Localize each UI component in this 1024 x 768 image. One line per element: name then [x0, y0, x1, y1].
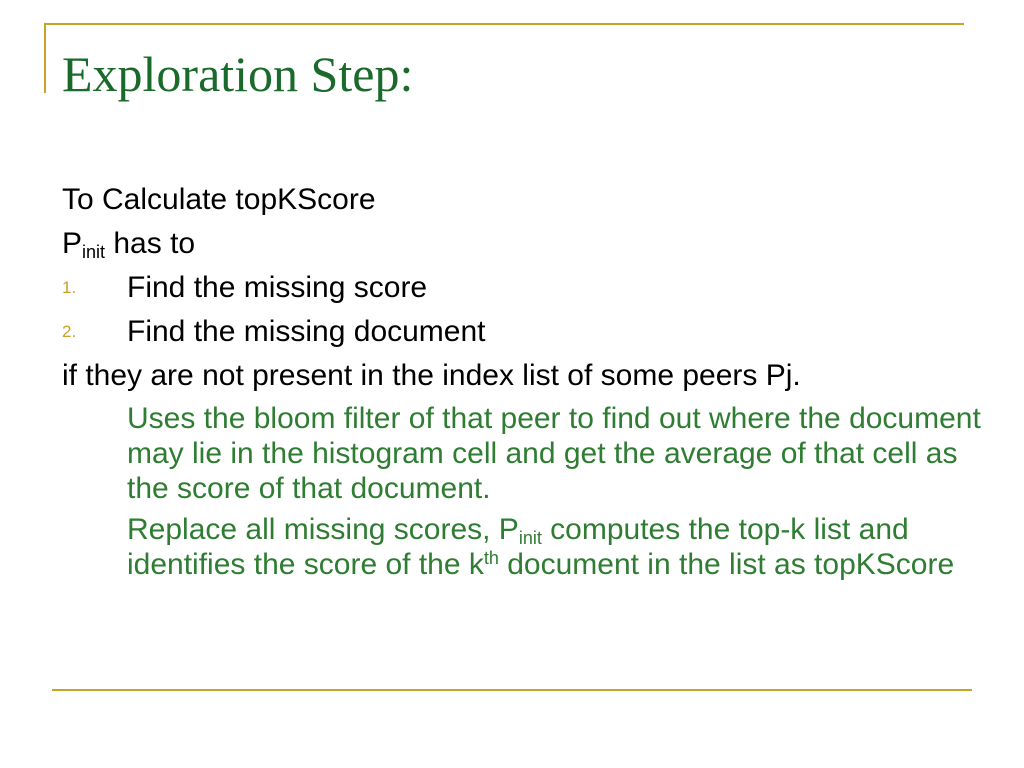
init-subscript: init — [518, 528, 542, 548]
step-number: 2. — [62, 322, 77, 341]
top-vertical-rule — [44, 23, 46, 93]
sub-point-list — [62, 398, 992, 585]
has-to-text: has to — [105, 227, 196, 260]
numbered-step-1 — [62, 266, 992, 310]
sub-point-replace-scores — [127, 509, 987, 585]
condition-line: if they are not present in the index list of some peers Pj. — [62, 359, 801, 392]
step-text: Find the missing score — [127, 271, 428, 304]
sub-point-text: Replace all missing scores, P — [127, 513, 519, 546]
numbered-step-2 — [62, 310, 992, 354]
sub-point-text: computes the top-k list and identifies the score of the k — [127, 513, 909, 581]
bottom-horizontal-rule — [52, 689, 972, 691]
step-text: Find the missing document — [127, 315, 486, 348]
sub-point-text: document in the list as topKScore — [498, 548, 955, 581]
init-subscript: init — [82, 242, 106, 262]
intro-line: To Calculate topKScore — [62, 183, 376, 216]
p-init-line — [62, 222, 992, 266]
sub-point-bloom-filter: Uses the bloom filter of that peer to find out where the document may lie in the histogram cell and get the average of that cell as the score of that document. — [127, 402, 981, 505]
slide-title: Exploration Step: — [62, 46, 414, 102]
top-horizontal-rule — [44, 23, 964, 25]
slide-content — [62, 178, 992, 585]
th-superscript: th — [483, 548, 499, 568]
step-number: 1. — [62, 278, 77, 297]
p-letter: P — [62, 227, 83, 260]
